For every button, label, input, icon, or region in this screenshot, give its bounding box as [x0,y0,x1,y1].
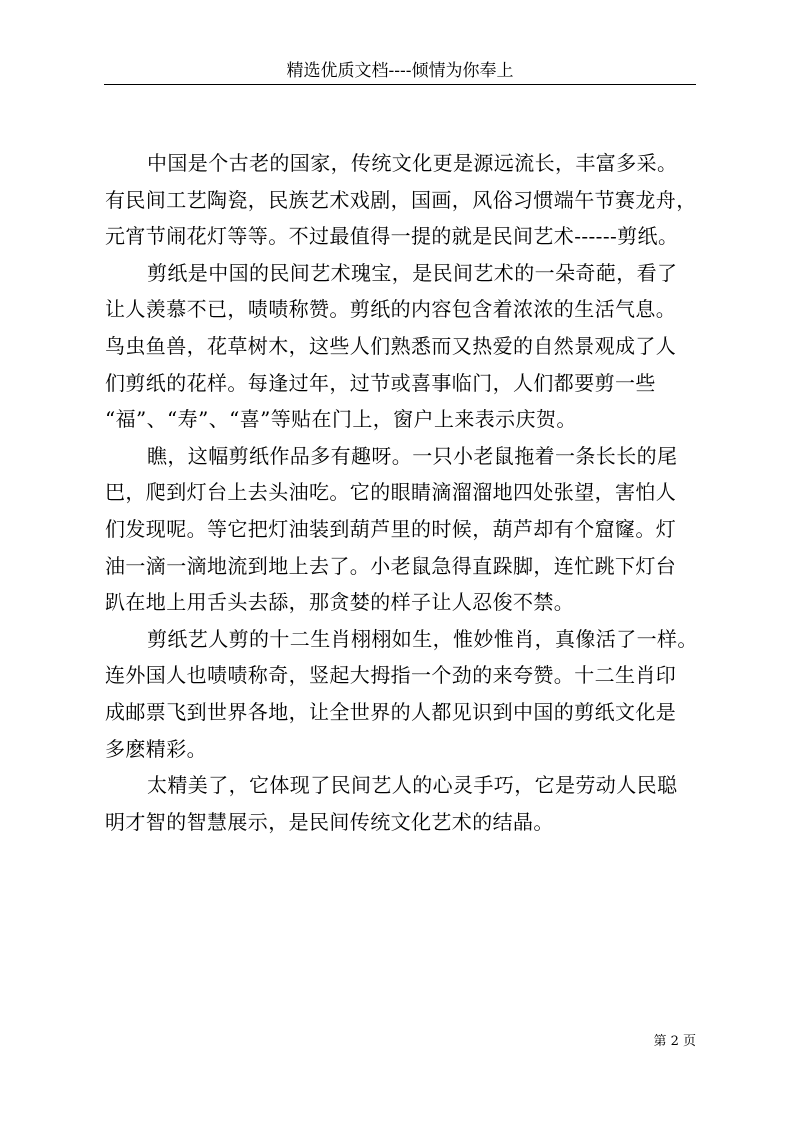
paragraph-line: 趴在地上用舌头去舔，那贪婪的样子让人忍俊不禁。 [105,590,575,615]
page-number-label: 第 2 页 [653,1034,696,1049]
paragraph-line: 鸟虫鱼兽，花草树木，这些人们熟悉而又热爱的自然景观成了人 [105,333,677,358]
page-header [104,58,696,85]
paragraph-line: 们发现呢。等它把灯油装到葫芦里的时候，葫芦却有个窟窿。灯 [105,516,677,541]
paragraph-5 [105,767,705,840]
paragraph-3 [105,438,705,621]
paragraph-4 [105,621,705,767]
paragraph-line: 们剪纸的花样。每逢过年，过节或喜事临门，人们都要剪一些 [105,370,656,395]
paragraph-line: 巴，爬到灯台上去头油吃。它的眼睛滴溜溜地四处张望，害怕人 [105,480,677,505]
paragraph-line: 有民间工艺陶瓷，民族艺术戏剧，国画，风俗习惯端午节赛龙舟， [105,187,697,212]
document-body [105,145,705,840]
page-number [610,1030,696,1049]
paragraph-line: “福”、“寿”、“喜”等贴在门上，窗户上来表示庆贺。 [105,407,577,432]
paragraph-2 [105,255,705,438]
paragraph-line: 多麽精彩。 [105,736,207,761]
header-title: 精选优质文档----倾情为你奉上 [286,61,514,81]
paragraph-line: 剪纸是中国的民间艺术瑰宝，是民间艺术的一朵奇葩，看了 [147,260,678,285]
paragraph-1 [105,145,705,255]
paragraph-line: 油一滴一滴地流到地上去了。小老鼠急得直跺脚，连忙跳下灯台 [105,553,677,578]
paragraph-line: 太精美了，它体现了民间艺人的心灵手巧，它是劳动人民聪 [147,773,678,798]
paragraph-line: 元宵节闹花灯等等。不过最值得一提的就是民间艺术------剪纸。 [105,224,679,249]
paragraph-line: 中国是个古老的国家，传统文化更是源远流长，丰富多采。 [147,151,678,175]
paragraph-line: 瞧，这幅剪纸作品多有趣呀。一只小老鼠拖着一条长长的尾 [147,443,678,468]
paragraph-line: 剪纸艺人剪的十二生肖栩栩如生，惟妙惟肖，真像活了一样。 [147,626,698,651]
paragraph-line: 连外国人也啧啧称奇，竖起大拇指一个劲的来夸赞。十二生肖印 [105,663,677,688]
paragraph-line: 明才智的智慧展示，是民间传统文化艺术的结晶。 [105,809,554,834]
paragraph-line: 让人羡慕不已，啧啧称赞。剪纸的内容包含着浓浓的生活气息。 [105,297,677,322]
paragraph-line: 成邮票飞到世界各地，让全世界的人都见识到中国的剪纸文化是 [105,699,677,724]
